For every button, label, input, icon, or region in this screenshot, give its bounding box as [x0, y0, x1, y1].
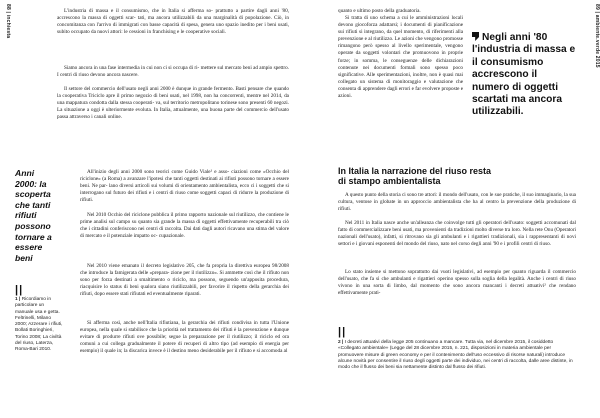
- body-paragraph: Si tratta di uno schema a cui le amministrazioni locali devono giocoforza adattarsi; i documenti di pianificazione sui rifiuti si integrano, da quel momento, di riferimenti alla prevenzione e al riutilizzo. Le azioni che vengono promosse rimangono però spesso al livello sperimentale, vengono operate da soggetti volontari che promuovono in proprie forze; in somma, le conseguenze delle dichiarazioni contenute nei documenti formali sono spesso poco significative. Alle sperimentazioni, inoltre, non è quasi mai collegato un sistema di monitoraggio e valutazione che consenta di apprendere dagli errori e far evolvere proposte e azioni.: [338, 15, 463, 100]
- pull-quote-text: Negli anni '80 l'industria di massa e il consumismo accrescono il numero di oggetti scartati ma ancora utilizzabili.: [472, 32, 576, 118]
- footnote-marker-icon: ||: [338, 326, 347, 338]
- pull-quote: Anni 2000: la scoperta che tanti rifiuti possono tornare a essere beni: [15, 168, 52, 263]
- body-paragraph: Nel 2010 viene emanato il decreto legislativo 205, che fa propria la direttiva europea 98/2008 che introduce la famigerata delle «prepara- zione per il riutilizzo». Si ammette così che il rifiuto non sono per forza destinati a smaltimento o riciclo, ma possono, seguendo un'apposita procedura, riacquisire lo status di beni qualora siano riutilizzabili, per favorire il rispetto della gerarchia dei rifiuti, dopo essere stati rifiutati ed eventualmente riparati.: [80, 263, 289, 298]
- footnote-text: Ricordiamo in particolare un manuale usa e getta. Feltrinelli, Milano 2000; Azzerare i rifiuti, Bollati Boringhieri, Torino 2008; La civiltà del riuso, Laterza, Roma-Bari 2010.: [15, 297, 63, 353]
- body-paragraph: Il settore del commercio dell'usato negli anni 2000 è dunque in grande fermento. Basti pensare che quando la cooperativa Triciclo apre il primo negozio di beni usati, nel 1998, non ha concorrenti, mentre nel 2014, da una mappatura condotta dalla stessa cooperati- va, sul territorio metropolitano torinese sono presenti 60 negozi. La situazione a oggi è ulteriormente evoluta. In Italia, attualmente, una buona parte del commercio dell'usato passa attraverso i canali online.: [57, 86, 289, 121]
- body-paragraph: L'industria di massa e il consumismo, che in Italia si afferma so- prattutto a partire dagli anni '80, accrescono la massa di oggetti scar- tati, ma ancora utilizzabili da una marginalità di popolazione. Ciò, in concomitanza con l'arrivo di immigrati con basse capacità di spesa, genera uno spazio inedito per i beni usati, subito occupato da nuovi attori: le cessioni in franchising e le cooperative sociali.: [57, 8, 289, 36]
- body-paragraph: All'inizio degli anni 2000 sono teorici come Guido Viale¹ e asso- ciazioni come «Occhio del riciclone» (a Roma) a avanzare l'ipotesi che tanti oggetti destinati ai rifiuti possono tornare a essere beni. Ne par- lano diversi articoli sui volumi di orientamento ambientalista, ecco ci i soggetti che si interrogano sul futuro dei rifiuti e i centri di riuso come soggetti capaci di ridurre la produzione di rifiuti.: [80, 169, 289, 204]
- footnote-marker-icon: ||: [15, 284, 24, 296]
- pull-quote: [472, 32, 576, 119]
- body-paragraph: Lo stato insieme si mettono soprattutto dai vuoti legislativi, ad esempio per quanto riguarda il commercio dell'usato, che fa sì che ambulanti e rigattieri operino spesso sulla soglia della legalità. Anche i centri di riuso vivono in una sorta di limbo, dal momento che sono ancora mancanti i decreti attuativi² che rendano effettivamente prati-: [338, 269, 576, 297]
- body-paragraph: quanto e ultimo posto della graduatoria.: [338, 8, 421, 14]
- left-running-head: [0, 0, 11, 418]
- running-head-text: 88 | inchiesta: [5, 4, 11, 39]
- body-paragraph: Siamo ancora in una fase intermedia in cui non ci si occupa di ri- mettere sul mercato beni ad ampio spettro. I centri di riuso devono ancora nascere.: [57, 65, 289, 79]
- footnote: [15, 297, 63, 354]
- footnote-text: I decreti attuativi della legge 205 continuano a mancare. Tutta via, nel dicembre 2015, il cosiddetto «Collegato ambientale» (Legge del 28 dicembre 2015, n. 221, disposizioni in materia ambientale per promuovere misure di green economy e per il contenimento dell'uso eccessivo di risorse naturali) introduce alcune novità per consentire il riuso degli oggetti parte dei individuo, nei centri di raccolta, dalle aree distinte, in modo che il flusso dei beni sia nettamente distinto dal flusso dei rifiuti.: [338, 340, 573, 371]
- running-head-text: 89 | ambiente.verde 2015: [594, 4, 600, 68]
- quote-mark-icon: [472, 32, 479, 41]
- body-paragraph: Nel 2010 Occhio del riciclone pubblica il primo rapporto nazionale sul riutilizzo, che contiene le prime analisi sul campo su quanto sia grande la massa di oggetti effettivamente recuperabili tra ciò che i cittadini conferiscono nei centri di raccolta. Dai dati dagli autori ricavano una stima del valore di mercato e il potenziale impatto oc- cupazionale.: [80, 212, 289, 240]
- footnote-number: 2 |: [338, 340, 344, 345]
- footnote: [338, 340, 576, 371]
- section-heading: In Italia la narrazione del riuso resta di stampo ambientalista: [338, 166, 492, 186]
- body-paragraph: Si afferma così, anche nell'Italia rifiutiana, la gerarchia dei rifiuti condivisa in tutta l'Unione europea, nella quale si stabilisce che la priorità nel trattamento dei rifiuti è la prevenzione e dunque evitare di produrre rifiuti ove possibile; segue la preparazione per il riutilizzo; il riciclo ed ora comuni a cui collega gradualmente il potere di recuperi di altro tipo (ad esempio di energia per esempio) il quale in; la discarica invece è il destino meno desiderabile per il rifiuto e si accomoda al: [80, 320, 289, 355]
- right-running-head: [589, 0, 600, 418]
- footnote-number: 1 |: [15, 297, 21, 302]
- body-paragraph: Nel 2011 in Italia nasce anche un'alleanza che coinvolge tutti gli operatori dell'usato: soggetti accomunati dal fatto di commercializzare beni usati, ma provenienti da tradizioni molto diverse tra loro. Nella rete Onu (Operatori nazionali dell'usato), infatti, si ritrovano sia gli ambulanti e i rigattieri tradizionali, sia i rappresentanti di novi settori e i giovani esponenti del mondo del riuso, nato nel corso degli anni '90 e i profili centri di riuso.: [338, 220, 576, 248]
- body-paragraph: A questo punto della storia ci sono tre attori: il mondo dell'usato, con le sue pratiche, il suo immaginario, la sua cultura, ventose in globate in un approccio ambientalista che ha al centro la prevenzione della produzione di rifiuti.: [338, 192, 576, 213]
